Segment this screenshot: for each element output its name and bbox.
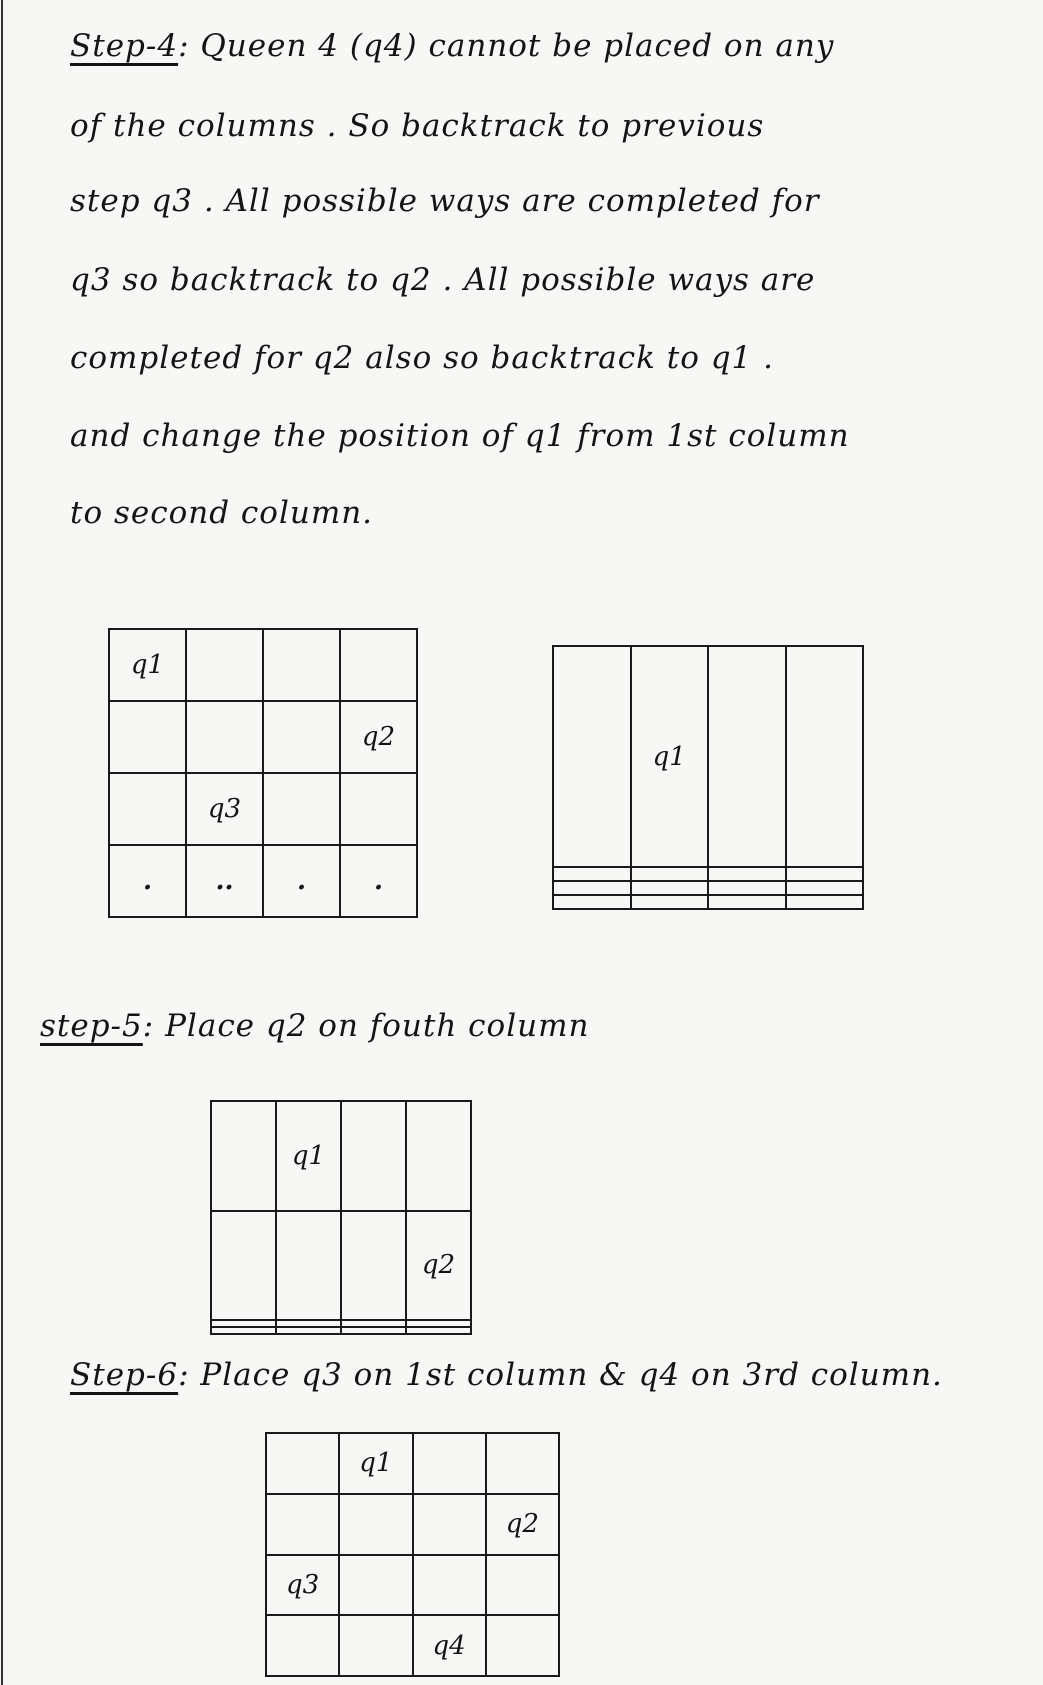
board-c-cell <box>341 1211 406 1321</box>
step6-label: Step-6 <box>70 1357 179 1393</box>
board-c-cell <box>406 1101 471 1211</box>
board-d-cell <box>486 1555 559 1616</box>
board-d-cell <box>266 1615 339 1676</box>
board-b-cell: q1 <box>631 646 709 867</box>
board-b-cell <box>553 867 631 881</box>
board-b-cell <box>553 895 631 909</box>
board-b-cell <box>786 646 864 867</box>
board-a-cell: q2 <box>340 701 417 773</box>
board-c-cell <box>341 1320 406 1327</box>
board-b-cell <box>708 895 786 909</box>
board-d-cell <box>413 1555 486 1616</box>
board-d-cell <box>266 1494 339 1555</box>
board-b-cell <box>553 881 631 895</box>
step4-line-2: of the columns . So backtrack to previous <box>70 108 765 144</box>
board-c-cell <box>276 1327 341 1334</box>
board-a-cell <box>263 773 340 845</box>
step4-label: Step-4 <box>70 28 179 64</box>
step4-text-line-1: : Queen 4 (q4) cannot be placed on any <box>178 28 835 64</box>
board-a-cell <box>263 701 340 773</box>
board-d-cell: q1 <box>339 1433 412 1494</box>
board-d-cell: q4 <box>413 1615 486 1676</box>
board-d-grid <box>265 1432 560 1677</box>
board-c-cell <box>406 1327 471 1334</box>
step5-label: step-5 <box>40 1008 143 1044</box>
board-a-cell <box>186 701 263 773</box>
board-b-cell <box>786 895 864 909</box>
board-d-cell: q3 <box>266 1555 339 1616</box>
board-c-cell: q2 <box>406 1211 471 1321</box>
board-c-cell <box>341 1327 406 1334</box>
board-a-cell <box>109 701 186 773</box>
board-a-cell <box>263 629 340 701</box>
board-a-grid <box>108 628 418 918</box>
board-d-cell <box>486 1433 559 1494</box>
step6-text: : Place q3 on 1st column & q4 on 3rd column. <box>178 1357 943 1393</box>
step4-line-1 <box>70 28 834 64</box>
board-d-cell <box>413 1433 486 1494</box>
board-c-cell <box>341 1101 406 1211</box>
step4-line-6: and change the position of q1 from 1st column <box>70 418 850 454</box>
board-b-cell <box>786 881 864 895</box>
board-step6 <box>265 1432 560 1677</box>
board-a-cell: . <box>263 845 340 917</box>
board-a-cell: . <box>340 845 417 917</box>
board-b-cell <box>786 867 864 881</box>
board-a-cell: q3 <box>186 773 263 845</box>
board-c-cell: q1 <box>276 1101 341 1211</box>
page-margin-line <box>1 0 3 1685</box>
board-a-cell: . <box>109 845 186 917</box>
board-c-cell <box>211 1327 276 1334</box>
step5-line <box>40 1008 589 1044</box>
board-d-cell <box>266 1433 339 1494</box>
board-c-cell <box>276 1211 341 1321</box>
board-c-cell <box>211 1211 276 1321</box>
board-a-cell <box>340 629 417 701</box>
step6-line <box>70 1357 943 1393</box>
board-c-grid <box>210 1100 472 1335</box>
board-b-cell <box>708 881 786 895</box>
board-a-cell <box>340 773 417 845</box>
board-b-cell <box>631 895 709 909</box>
board-d-cell <box>413 1494 486 1555</box>
board-b-cell <box>708 646 786 867</box>
board-a-cell: .. <box>186 845 263 917</box>
board-b-cell <box>553 646 631 867</box>
board-step4-left <box>108 628 418 918</box>
board-d-cell <box>339 1615 412 1676</box>
board-b-cell <box>631 867 709 881</box>
board-a-cell: q1 <box>109 629 186 701</box>
step4-line-7: to second column. <box>70 495 374 531</box>
board-a-cell <box>186 629 263 701</box>
board-c-cell <box>406 1320 471 1327</box>
step4-line-5: completed for q2 also so backtrack to q1 . <box>70 340 774 376</box>
step5-text: : Place q2 on fouth column <box>142 1008 590 1044</box>
board-step4-right <box>552 645 864 910</box>
board-d-cell <box>339 1555 412 1616</box>
board-c-cell <box>211 1320 276 1327</box>
board-b-cell <box>631 881 709 895</box>
board-d-cell <box>486 1615 559 1676</box>
board-b-cell <box>708 867 786 881</box>
board-c-cell <box>276 1320 341 1327</box>
step4-line-3: step q3 . All possible ways are completed for <box>70 183 820 219</box>
board-b-grid <box>552 645 864 910</box>
board-a-cell <box>109 773 186 845</box>
step4-line-4: q3 so backtrack to q2 . All possible ways are <box>70 262 816 298</box>
board-d-cell: q2 <box>486 1494 559 1555</box>
board-step5 <box>210 1100 472 1335</box>
board-c-cell <box>211 1101 276 1211</box>
board-d-cell <box>339 1494 412 1555</box>
